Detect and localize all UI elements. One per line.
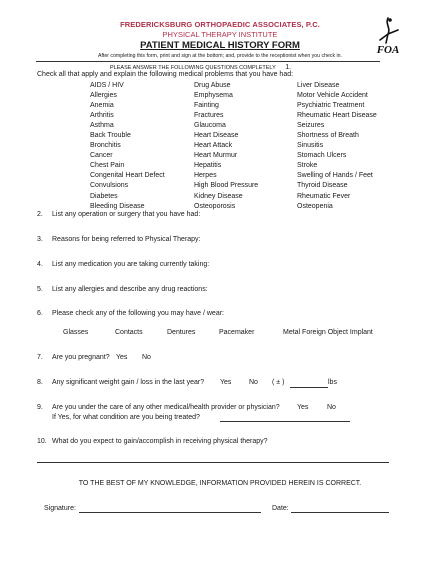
date-label: Date: bbox=[272, 505, 289, 512]
condition-item[interactable]: Thyroid Disease bbox=[297, 182, 348, 190]
condition-item[interactable]: Heart Attack bbox=[194, 142, 233, 150]
question-2-number: 2. bbox=[37, 211, 43, 218]
question-2-text: List any operation or surgery that you have had: bbox=[52, 211, 201, 218]
condition-item[interactable]: Rheumatic Fever bbox=[297, 192, 351, 200]
condition-item[interactable]: Glaucoma bbox=[194, 122, 226, 130]
header-divider bbox=[36, 61, 380, 62]
condition-item[interactable]: Anemia bbox=[90, 102, 114, 110]
condition-item[interactable]: Rheumatic Heart Disease bbox=[297, 112, 377, 120]
wear-option-dentures[interactable]: Dentures bbox=[167, 329, 196, 336]
answer-note-text: PLEASE ANSWER THE FOLLOWING QUESTIONS COMPLETELY bbox=[110, 65, 276, 71]
question-7-text: Are you pregnant? bbox=[52, 354, 110, 361]
condition-item[interactable]: Congenital Heart Defect bbox=[90, 172, 165, 180]
condition-item[interactable]: Arthritis bbox=[90, 112, 114, 120]
condition-item[interactable]: Back Trouble bbox=[90, 132, 131, 140]
condition-item[interactable]: High Blood Pressure bbox=[194, 182, 259, 190]
question-9-no[interactable]: No bbox=[327, 404, 336, 411]
condition-item[interactable]: Fainting bbox=[194, 102, 219, 110]
question-6-text: Please check any of the following you may have / wear: bbox=[52, 310, 224, 317]
logo-icon bbox=[368, 16, 408, 56]
condition-item[interactable]: Herpes bbox=[194, 172, 217, 180]
question-3-number: 3. bbox=[37, 236, 43, 243]
condition-item[interactable]: Psychiatric Treatment bbox=[297, 102, 365, 110]
answer-number: 1. bbox=[285, 64, 292, 71]
condition-item[interactable]: Fractures bbox=[194, 112, 224, 120]
condition-item[interactable]: Liver Disease bbox=[297, 82, 340, 89]
condition-item[interactable]: Hepatitis bbox=[194, 162, 222, 170]
date-field[interactable] bbox=[291, 512, 389, 513]
condition-item[interactable]: Bronchitis bbox=[90, 142, 121, 150]
logo-text: FOA bbox=[376, 44, 400, 56]
question-3-text: Reasons for being referred to Physical Therapy: bbox=[52, 236, 201, 243]
condition-item[interactable]: Cancer bbox=[90, 152, 113, 160]
condition-item[interactable]: Swelling of Hands / Feet bbox=[297, 172, 373, 180]
condition-item[interactable]: Stroke bbox=[297, 162, 318, 170]
condition-item[interactable]: Stomach Ulcers bbox=[297, 152, 347, 160]
question-7-no[interactable]: No bbox=[142, 354, 151, 361]
condition-item[interactable]: Chest Pain bbox=[90, 162, 125, 170]
signature-label: Signature: bbox=[44, 505, 76, 512]
condition-item[interactable]: Motor Vehicle Accident bbox=[297, 92, 368, 100]
condition-item[interactable]: Kidney Disease bbox=[194, 192, 243, 200]
question-8-unit: lbs bbox=[328, 379, 337, 386]
org-name: FREDERICKSBURG ORTHOPAEDIC ASSOCIATES, P.C. bbox=[120, 20, 320, 29]
condition-item[interactable]: Convulsions bbox=[90, 182, 129, 190]
question-6-number: 6. bbox=[37, 310, 43, 317]
wear-option-glasses[interactable]: Glasses bbox=[63, 329, 89, 336]
question-8-plus-minus: ( ± ) bbox=[272, 379, 285, 386]
institute-name: PHYSICAL THERAPY INSTITUTE bbox=[162, 30, 278, 39]
question-10-text: What do you expect to gain/accomplish in receiving physical therapy? bbox=[52, 438, 268, 445]
condition-item[interactable]: Bleeding Disease bbox=[90, 202, 145, 210]
question-8-text: Any significant weight gain / loss in the last year? bbox=[52, 379, 205, 386]
question-4-number: 4. bbox=[37, 261, 43, 268]
question-9-followup: If Yes, for what condition are you being treated? bbox=[52, 414, 200, 421]
intro-text: Check all that apply and explain the following medical problems that you have had: bbox=[37, 71, 294, 78]
condition-item[interactable]: Sinusitis bbox=[297, 142, 324, 150]
conditions-col-3 bbox=[297, 81, 377, 212]
form-instruction: After completing this form, print and sign at the bottom; and, provide to the receptionist when you check in. bbox=[98, 53, 342, 59]
answer-note bbox=[110, 64, 291, 71]
question-8-yes[interactable]: Yes bbox=[220, 379, 232, 386]
condition-item[interactable]: Heart Murmur bbox=[194, 152, 238, 160]
certification-statement: TO THE BEST OF MY KNOWLEDGE, INFORMATION PROVIDED HEREIN IS CORRECT. bbox=[78, 480, 362, 487]
question-9-number: 9. bbox=[37, 404, 43, 411]
condition-item[interactable]: Shortness of Breath bbox=[297, 132, 359, 140]
question-5-number: 5. bbox=[37, 286, 43, 293]
question-10-number: 10. bbox=[37, 438, 47, 445]
condition-item[interactable]: Osteoporosis bbox=[194, 202, 236, 210]
question-4-text: List any medication you are taking currently taking: bbox=[52, 261, 210, 268]
condition-item[interactable]: Osteopenia bbox=[297, 202, 333, 210]
conditions-col-2 bbox=[194, 81, 258, 212]
condition-item[interactable]: Emphysema bbox=[194, 92, 233, 100]
condition-item[interactable]: Heart Disease bbox=[194, 132, 239, 140]
question-5-text: List any allergies and describe any drug reactions: bbox=[52, 286, 208, 293]
wear-option-metal-implant[interactable]: Metal Foreign Object Implant bbox=[283, 329, 373, 336]
conditions-col-1 bbox=[90, 81, 165, 212]
wear-option-contacts[interactable]: Contacts bbox=[115, 329, 143, 336]
form-title: PATIENT MEDICAL HISTORY FORM bbox=[140, 40, 300, 51]
expectations-field[interactable] bbox=[37, 462, 389, 463]
question-7-number: 7. bbox=[37, 354, 43, 361]
question-7-yes[interactable]: Yes bbox=[116, 354, 128, 361]
wear-option-pacemaker[interactable]: Pacemaker bbox=[219, 329, 255, 336]
question-9-yes[interactable]: Yes bbox=[297, 404, 309, 411]
condition-item[interactable]: Diabetes bbox=[90, 192, 118, 200]
question-8-no[interactable]: No bbox=[249, 379, 258, 386]
condition-item[interactable]: Allergies bbox=[90, 92, 117, 100]
condition-item[interactable]: Seizures bbox=[297, 122, 325, 130]
condition-item[interactable]: AIDS / HIV bbox=[90, 82, 124, 89]
signature-field[interactable] bbox=[79, 512, 261, 513]
question-9-text: Are you under the care of any other medical/health provider or physician? bbox=[52, 404, 280, 411]
condition-item[interactable]: Drug Abuse bbox=[194, 82, 231, 89]
weight-change-field[interactable] bbox=[290, 387, 328, 388]
question-8-number: 8. bbox=[37, 379, 43, 386]
treatment-condition-field[interactable] bbox=[220, 421, 350, 422]
condition-item[interactable]: Asthma bbox=[90, 122, 114, 130]
